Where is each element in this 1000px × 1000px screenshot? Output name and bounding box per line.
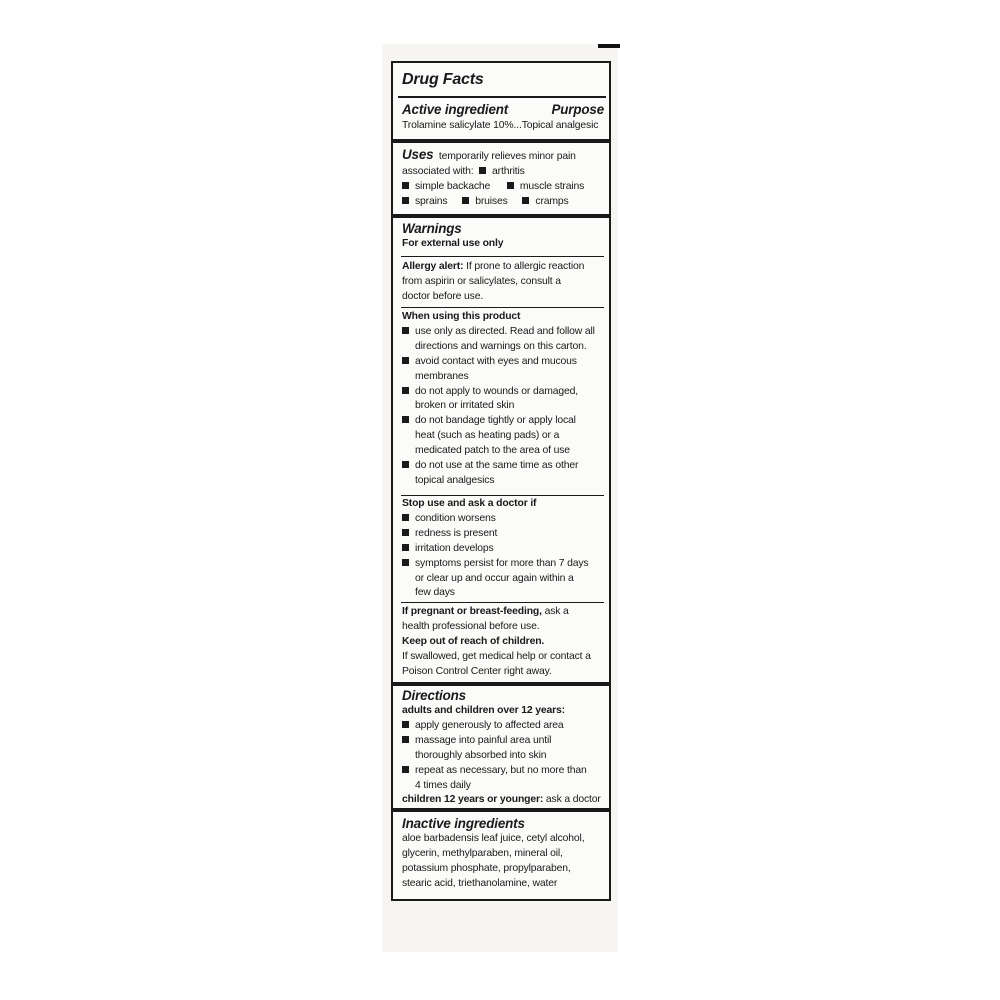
purpose-heading: Purpose <box>551 102 604 117</box>
use-item: sprains <box>415 195 448 207</box>
allergy-label: Allergy alert: <box>402 261 464 272</box>
directions-section <box>393 687 609 808</box>
when-using-item: medicated patch to the area of use <box>415 445 570 457</box>
directions-heading: Directions <box>402 688 466 703</box>
allergy-text: from aspirin or salicylates, consult a <box>402 275 561 287</box>
divider <box>401 602 604 603</box>
inactive-line: glycerin, methylparaben, mineral oil, <box>402 847 563 859</box>
bullet-icon <box>402 416 409 423</box>
adults-heading: adults and children over 12 years: <box>402 705 565 716</box>
children-text: ask a doctor <box>543 794 601 806</box>
pregnant-label: If pregnant or breast-feeding, <box>402 606 542 617</box>
swallowed-text: If swallowed, get medical help or contact a <box>402 650 591 662</box>
uses-section <box>393 146 609 210</box>
bullet-icon <box>402 514 409 521</box>
stop-use-section <box>393 497 609 601</box>
when-using-item: directions and warnings on this carton. <box>415 340 587 352</box>
active-ingredient-heading: Active ingredient <box>402 102 509 117</box>
when-using-item: broken or irritated skin <box>415 400 515 412</box>
inactive-heading: Inactive ingredients <box>402 816 525 831</box>
bullet-icon <box>402 529 409 536</box>
when-using-item: do not bandage tightly or apply local <box>415 415 576 427</box>
uses-heading: Uses <box>402 147 434 162</box>
bullet-icon <box>462 197 469 204</box>
bullet-icon <box>402 357 409 364</box>
bullet-icon <box>402 721 409 728</box>
allergy-text: If prone to allergic reaction <box>463 261 585 272</box>
keep-out-line: Keep out of reach of children. <box>402 635 545 647</box>
stop-use-item: irritation develops <box>415 542 494 554</box>
bullet-icon <box>402 736 409 743</box>
section-bar <box>393 682 609 686</box>
bullet-icon <box>402 544 409 551</box>
divider <box>401 256 604 257</box>
direction-item: repeat as necessary, but no more than <box>415 764 587 776</box>
bullet-icon <box>402 182 409 189</box>
bullet-icon <box>402 387 409 394</box>
divider <box>401 495 604 496</box>
children-label: children 12 years or younger: <box>402 794 544 806</box>
inactive-ingredients-section <box>393 815 609 892</box>
active-ingredient-section <box>393 101 609 134</box>
use-item: bruises <box>475 195 508 207</box>
use-item: simple backache <box>415 180 491 192</box>
allergy-text: doctor before use. <box>402 290 484 302</box>
when-using-item: heat (such as heating pads) or a <box>415 430 560 442</box>
inactive-line: stearic acid, triethanolamine, water <box>402 877 558 889</box>
section-bar <box>393 214 609 218</box>
external-use-line: For external use only <box>402 238 504 249</box>
bullet-icon <box>479 167 486 174</box>
section-bar <box>393 808 609 812</box>
stop-use-item: condition worsens <box>415 512 496 524</box>
stop-use-item: redness is present <box>415 527 498 539</box>
direction-item: massage into painful area until <box>415 734 552 746</box>
use-item: muscle strains <box>519 180 585 192</box>
when-using-section <box>393 310 609 489</box>
bullet-icon <box>402 461 409 468</box>
when-using-item: avoid contact with eyes and mucous <box>415 355 577 367</box>
uses-intro: temporarily relieves minor pain <box>438 151 576 162</box>
direction-item: 4 times daily <box>415 779 471 791</box>
bullet-icon <box>402 559 409 566</box>
divider <box>398 96 606 98</box>
bullet-icon <box>402 327 409 334</box>
use-item: arthritis <box>492 165 525 177</box>
stop-use-item: few days <box>415 587 455 599</box>
active-ingredient-line: Trolamine salicylate 10%...Topical analgesic <box>402 120 599 131</box>
warnings-section <box>393 220 609 252</box>
section-bar <box>393 139 609 143</box>
when-using-item: do not use at the same time as other <box>415 460 579 472</box>
warnings-heading: Warnings <box>402 221 462 236</box>
bullet-icon <box>402 197 409 204</box>
stop-use-heading: Stop use and ask a doctor if <box>402 498 537 509</box>
when-using-item: topical analgesics <box>415 474 495 486</box>
direction-item: thoroughly absorbed into skin <box>415 749 547 761</box>
allergy-alert <box>393 260 609 305</box>
drug-facts-panel <box>391 61 611 901</box>
inactive-line: potassium phosphate, propylparaben, <box>402 862 571 874</box>
pregnant-text: ask a <box>541 606 569 617</box>
drug-facts-title: Drug Facts <box>402 71 484 88</box>
drug-facts-header <box>393 70 609 90</box>
direction-item: apply generously to affected area <box>415 719 564 731</box>
use-item: cramps <box>535 195 569 207</box>
bullet-icon <box>507 182 514 189</box>
pregnancy-section <box>393 605 609 680</box>
bullet-icon <box>522 197 529 204</box>
carton-edge <box>598 44 620 48</box>
swallowed-text: Poison Control Center right away. <box>402 665 552 677</box>
stop-use-item: symptoms persist for more than 7 days <box>415 557 589 569</box>
when-using-heading: When using this product <box>402 311 521 322</box>
when-using-item: do not apply to wounds or damaged, <box>415 385 578 397</box>
pregnant-text: health professional before use. <box>402 620 540 632</box>
inactive-line: aloe barbadensis leaf juice, cetyl alcohol, <box>402 833 585 844</box>
uses-associated: associated with: <box>402 165 474 177</box>
bullet-icon <box>402 766 409 773</box>
stop-use-item: or clear up and occur again within a <box>415 572 574 584</box>
when-using-item: membranes <box>415 370 469 382</box>
divider <box>401 307 604 308</box>
when-using-item: use only as directed. Read and follow all <box>415 325 595 337</box>
